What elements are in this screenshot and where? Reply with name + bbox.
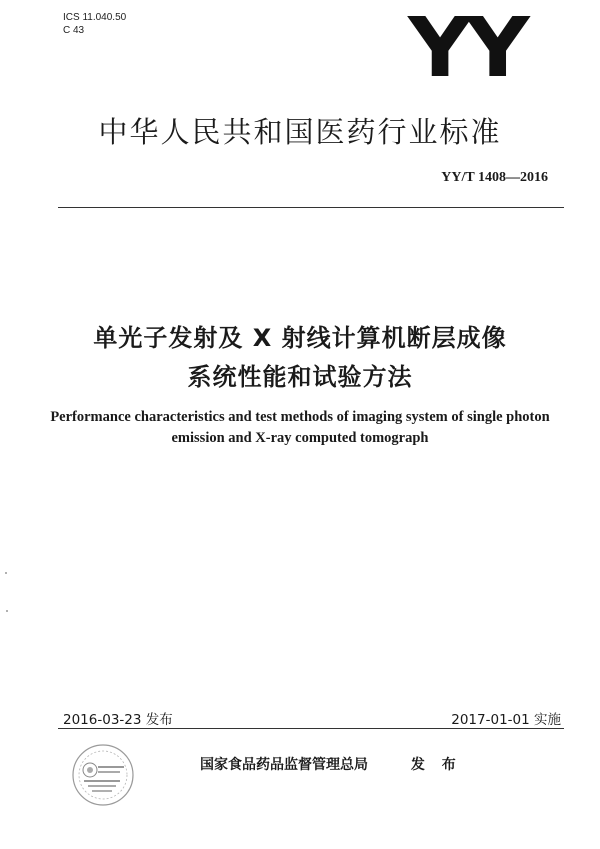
standard-logo: YY bbox=[408, 1, 524, 96]
title-english-line-2: emission and X-ray computed tomograph bbox=[171, 430, 429, 446]
official-stamp-icon bbox=[68, 740, 138, 810]
title-english-line-1: Performance characteristics and test methods of imaging system of single photon bbox=[50, 409, 550, 425]
ics-code: ICS 11.040.50 bbox=[63, 12, 127, 23]
scan-speck bbox=[5, 572, 7, 574]
issuer-name: 国家食品药品监督管理总局 bbox=[200, 757, 368, 773]
standard-body-name: 中华人民共和国医药行业标准 bbox=[98, 115, 502, 149]
ccs-code: C 43 bbox=[63, 25, 85, 36]
issuing-authority bbox=[200, 754, 462, 774]
classification-codes bbox=[63, 11, 126, 37]
standard-number: YY/T 1408—2016 bbox=[441, 170, 548, 185]
bottom-divider bbox=[58, 728, 564, 729]
implementation-date: 2017-01-01 实施 bbox=[451, 712, 561, 728]
scan-speck bbox=[6, 610, 8, 612]
title-chinese-line-1: 单光子发射及 X 射线计算机断层成像 bbox=[93, 324, 507, 352]
issuer-action: 发 布 bbox=[410, 757, 462, 773]
title-chinese-line-2: 系统性能和试验方法 bbox=[187, 363, 413, 391]
top-divider bbox=[58, 207, 564, 208]
issue-date: 2016-03-23 发布 bbox=[63, 712, 173, 728]
